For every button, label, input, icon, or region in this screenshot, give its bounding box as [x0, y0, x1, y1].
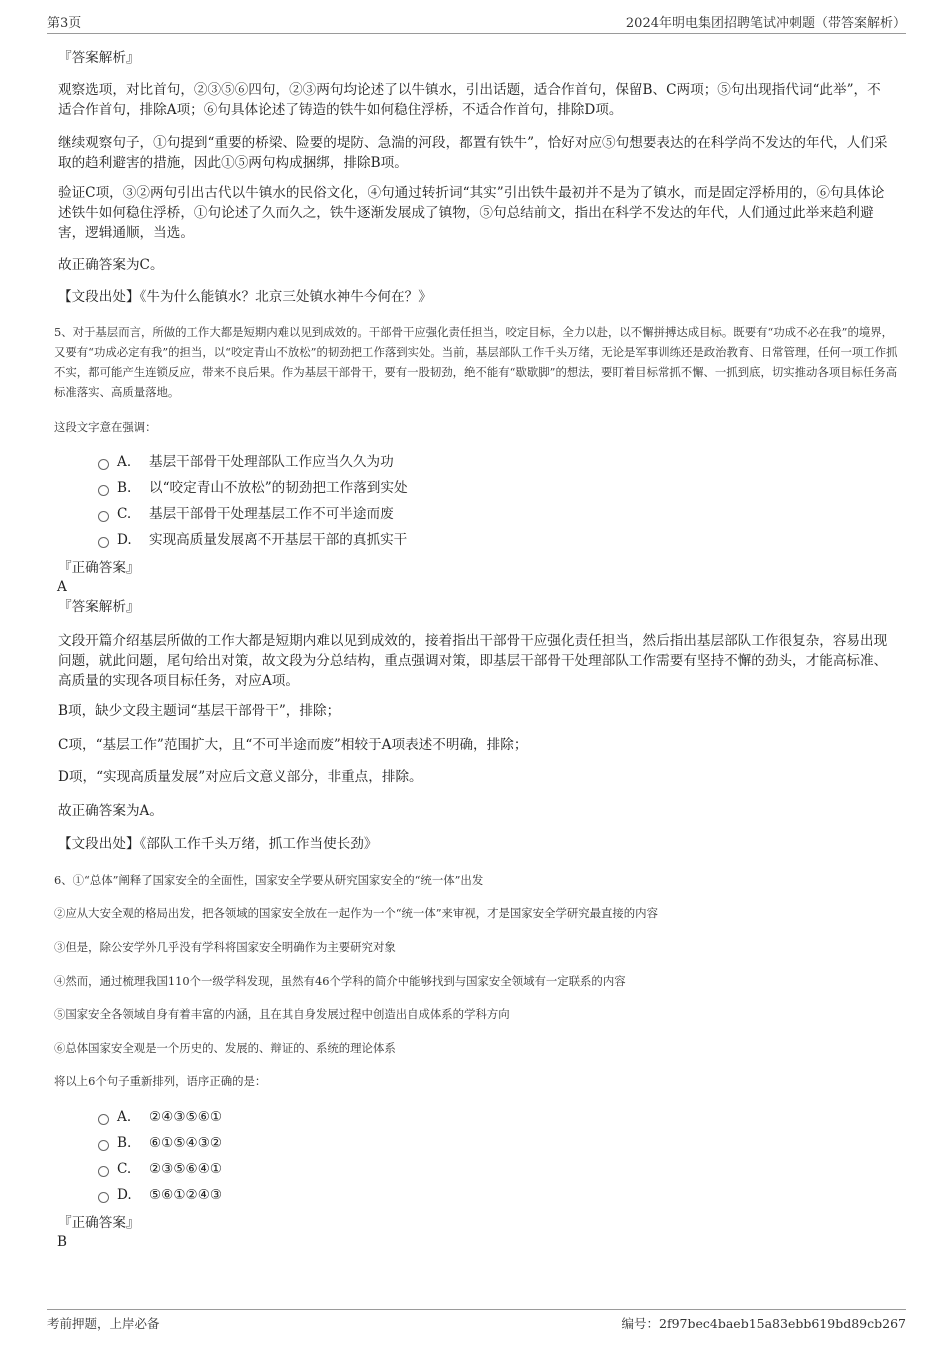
radio-icon[interactable] — [98, 1114, 109, 1125]
radio-icon[interactable] — [98, 537, 109, 548]
header-divider — [47, 33, 906, 34]
q4-analysis-para3: 验证C项，③②两句引出古代以牛镇水的民俗文化，④句通过转折词“其实”引出铁牛最初并不是为了镇水，而是固定浮桥用的，⑥句具体论述铁牛如何稳住浮桥，①句论述了久而久之，铁牛逐渐发展成了镇物，⑤句总结前文，指出在科学不发达的年代，人们通过此举来趋利避害，逻辑通顺，当选。 — [58, 185, 885, 241]
q5-option-b[interactable] — [98, 478, 408, 498]
q6-sentence-1: 6、①“总体”阐释了国家安全的全面性，国家安全学要从研究国家安全的“统一体”出发 — [54, 873, 484, 887]
option-letter: C. — [117, 1161, 132, 1177]
document-code: 编号：2f97bec4baeb15a83ebb619bd89cb267 — [621, 1316, 906, 1331]
option-letter: B. — [117, 1135, 132, 1151]
q5-option-d[interactable] — [98, 530, 407, 550]
q4-analysis-para1: 观察选项，对比首句，②③⑤⑥四句，②③两句均论述了以牛镇水，引出话题，适合作首句，保留B、C两项；⑤句出现指代词“此举”，不适合作首句，排除A项；⑥句具体论述了铸造的铁牛如何稳住浮桥，不适合作首句，排除D项。 — [58, 82, 881, 118]
q4-source: 【文段出处】《牛为什么能镇水？北京三处镇水神牛今何在？》 — [58, 289, 432, 305]
q5-stem: 5、对于基层而言，所做的工作大都是短期内难以见到成效的。干部骨干应强化责任担当，咬定目标，全力以赴，以不懈拼搏达成目标。既要有“功成不必在我”的境界，又要有“功成必定有我”的担当，以“咬定青山不放松”的韧劲把工作落到实处。当前，基层部队工作千头万绪，无论是军事训练还是政治教育、日常管理，任何一项工作抓不实，都可能产生连锁反应，带来不良后果。作为基层干部骨干，要有一股韧劲，绝不能有“歇歇脚”的想法，要盯着目标常抓不懈、一抓到底，切实推动各项目标任务高标准落实、高质量落地。 — [54, 325, 898, 399]
radio-icon[interactable] — [98, 459, 109, 470]
q5-analysis-b: B项，缺少文段主题词“基层干部骨干”，排除； — [58, 703, 341, 719]
q5-answer: A — [57, 579, 67, 595]
q6-question: 将以上6个句子重新排列，语序正确的是： — [54, 1074, 267, 1088]
q5-analysis-label: 『答案解析』 — [58, 599, 140, 615]
option-letter: D. — [117, 532, 132, 548]
option-text: 实现高质量发展离不开基层干部的真抓实干 — [149, 532, 408, 548]
q4-conclusion: 故正确答案为C。 — [58, 257, 164, 273]
option-text: 基层干部骨干处理基层工作不可半途而废 — [149, 506, 394, 522]
radio-icon[interactable] — [98, 1166, 109, 1177]
footer-divider — [47, 1309, 906, 1310]
option-text: ⑤⑥①②④③ — [149, 1187, 223, 1203]
q5-source: 【文段出处】《部队工作千头万绪，抓工作当使长劲》 — [58, 836, 378, 852]
page-number: 第3页 — [47, 16, 82, 31]
q6-answer: B — [57, 1234, 67, 1250]
q6-option-c[interactable] — [98, 1159, 222, 1179]
option-letter: C. — [117, 506, 132, 522]
option-text: ②③⑤⑥④① — [149, 1161, 223, 1177]
q6-option-b[interactable] — [98, 1133, 222, 1153]
q6-sentence-3: ③但是，除公安学外几乎没有学科将国家安全明确作为主要研究对象 — [54, 940, 396, 954]
radio-icon[interactable] — [98, 1140, 109, 1151]
q5-option-c[interactable] — [98, 504, 394, 524]
q5-answer-label: 『正确答案』 — [58, 560, 140, 576]
option-text: ②④③⑤⑥① — [149, 1109, 223, 1125]
q5-question: 这段文字意在强调： — [54, 420, 157, 434]
q5-analysis-d: D项，“实现高质量发展”对应后文意义部分，非重点，排除。 — [58, 769, 423, 785]
q5-option-a[interactable] — [98, 452, 394, 472]
option-letter: B. — [117, 480, 132, 496]
radio-icon[interactable] — [98, 485, 109, 496]
q5-analysis-c: C项，“基层工作”范围扩大，且“不可半途而废”相较于A项表述不明确，排除； — [58, 737, 528, 753]
option-text: ⑥①⑤④③② — [149, 1135, 223, 1151]
q6-sentence-5: ⑤国家安全各领域自身有着丰富的内涵，且在其自身发展过程中创造出自成体系的学科方向 — [54, 1007, 510, 1021]
radio-icon[interactable] — [98, 511, 109, 522]
q6-option-d[interactable] — [98, 1185, 222, 1205]
option-letter: A． — [117, 454, 141, 470]
q5-conclusion: 故正确答案为A。 — [58, 803, 163, 819]
footer-slogan: 考前押题，上岸必备 — [47, 1316, 160, 1331]
document-title: 2024年明电集团招聘笔试冲刺题（带答案解析） — [625, 16, 906, 31]
radio-icon[interactable] — [98, 1192, 109, 1203]
q6-sentence-6: ⑥总体国家安全观是一个历史的、发展的、辩证的、系统的理论体系 — [54, 1041, 396, 1055]
option-text: 以“咬定青山不放松”的韧劲把工作落到实处 — [149, 480, 408, 496]
q6-option-a[interactable] — [98, 1107, 222, 1127]
q6-sentence-4: ④然而，通过梳理我国110个一级学科发现，虽然有46个学科的简介中能够找到与国家安全领域有一定联系的内容 — [54, 974, 626, 988]
q6-sentence-2: ②应从大安全观的格局出发，把各领域的国家安全放在一起作为一个“统一体”来审视，才是国家安全学研究最直接的内容 — [54, 906, 658, 920]
q4-analysis-para2: 继续观察句子，①句提到“重要的桥梁、险要的堤防、急湍的河段，都置有铁牛”，恰好对应⑤句想要表达的在科学尚不发达的年代，人们采取的趋利避害的措施，因此①⑤两句构成捆绑，排除B项。 — [58, 135, 888, 171]
q6-answer-label: 『正确答案』 — [58, 1215, 140, 1231]
option-letter: D. — [117, 1187, 132, 1203]
option-letter: A． — [117, 1109, 141, 1125]
q5-analysis-para1: 文段开篇介绍基层所做的工作大都是短期内难以见到成效的，接着指出干部骨干应强化责任担当，然后指出基层部队工作很复杂，容易出现问题，就此问题，尾句给出对策，故文段为分总结构，重点强调对策，即基层干部骨干处理部队工作需要有坚持不懈的劲头，才能高标准、高质量的实现各项目标任务，对应A项。 — [58, 633, 888, 689]
option-text: 基层干部骨干处理部队工作应当久久为功 — [149, 454, 394, 470]
q4-analysis-label: 『答案解析』 — [58, 50, 140, 66]
